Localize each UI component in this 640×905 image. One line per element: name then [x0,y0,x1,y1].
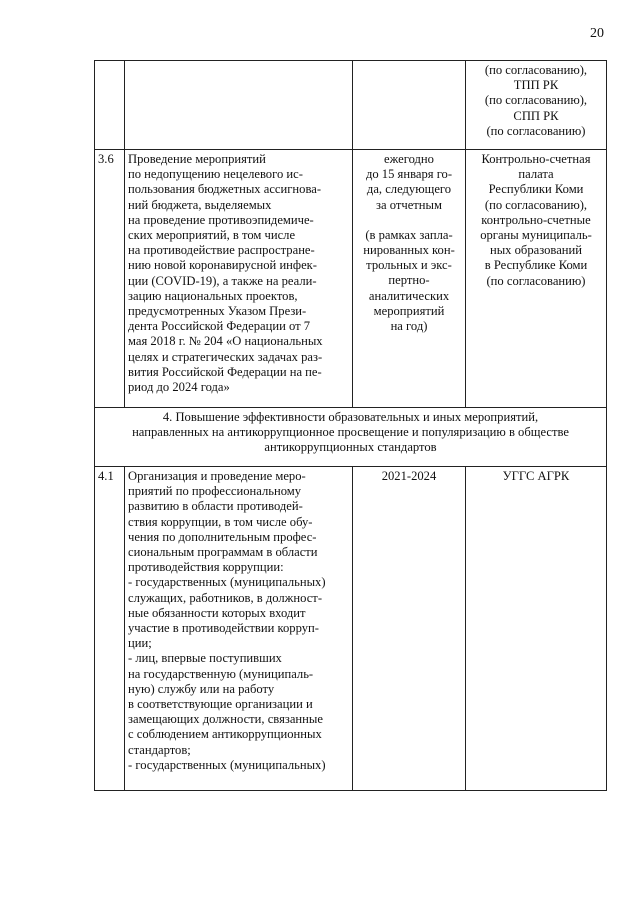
action-line: Организация и проведение меро- [128,469,306,483]
responsible-cell [466,150,607,408]
action-line: целях и стратегических задачах раз- [128,349,323,364]
term-cell [353,61,466,150]
action-line: зацию национальных проектов, [128,288,298,303]
action-line: по недопущению нецелевого ис- [128,167,303,182]
responsible-line: (по согласованию), [484,197,588,212]
term-spacer [356,213,462,228]
responsible-line: Республики Коми [488,182,584,197]
section-heading-line: 4. Повышение эффективности образовательных и иных мероприятий, [162,410,539,424]
responsible-line: палата [518,167,554,182]
table-row-continued [95,61,607,150]
action-line: ний бюджета, выделяемых [128,197,272,212]
action-line: Проведение мероприятий [128,152,266,166]
action-line: риод до 2024 года» [128,380,230,395]
term-line: до 15 января го- [365,167,453,182]
section-heading-line: направленных на антикоррупционное просвещение и популяризацию в обществе [132,425,569,440]
action-line: стандартов; [128,742,191,757]
action-line: в соответствующие организации и [128,697,313,712]
action-line: на государственную (муниципаль- [128,666,314,681]
responsible-line: (по согласованию), [484,93,588,108]
term-note-line: трольных и экс- [366,258,452,273]
responsible-cell: УГГС АГРК [466,467,607,791]
term-cell: 2021-2024 [353,467,466,791]
term-line: да, следующего [366,182,452,197]
responsible-line: (по согласованию), [484,63,588,77]
action-cell [125,467,353,791]
action-line: сиональным программам в области [128,545,318,560]
action-line: приятий по профессиональному [128,484,302,499]
section-header-row [95,408,607,467]
responsible-line: в Республике Коми [484,258,588,273]
responsible-line: ных образований [489,243,583,258]
action-line: - лиц, впервые поступивших [128,651,282,666]
action-line: участие в противодействии корруп- [128,621,319,636]
action-line: ских мероприятий, в том числе [128,228,296,243]
responsible-line: (по согласованию) [486,123,586,138]
action-line: развитию в области противодей- [128,499,303,514]
action-line: ствия коррупции, в том числе обу- [128,514,313,529]
section-4-heading [95,408,607,467]
action-line: ную) службу или на работу [128,681,275,696]
action-line: противодействия коррупции: [128,560,284,575]
action-line: мая 2018 г. № 204 «О национальных [128,334,323,349]
term-line: за отчетным [376,197,442,212]
term-note-line: пертно- [388,273,430,288]
action-line: нию новой коронавирусной инфек- [128,258,317,273]
action-line: с соблюдением антикоррупционных [128,727,322,742]
measures-table [94,60,607,791]
responsible-cell [466,61,607,150]
action-line: вития Российской Федерации на пе- [128,364,322,379]
term-note-line: мероприятий [373,303,445,318]
action-line: ные обязанности которых входит [128,605,306,620]
action-line: ции (COVID-19), а также на реали- [128,273,317,288]
action-line: - государственных (муниципальных) [128,757,326,772]
row-number-cell [95,61,125,150]
term-line: ежегодно [384,152,434,166]
term-cell [353,150,466,408]
responsible-line: контрольно-счетные [481,212,591,227]
page-number: 20 [590,26,604,41]
table-row-3-6 [95,150,607,408]
action-line: предусмотренных Указом Прези- [128,304,307,319]
action-line: служащих, работников, в должност- [128,590,323,605]
action-line: на противодействие распростране- [128,243,315,258]
responsible-line: ТПП РК [513,78,559,93]
term-note-line: на год) [390,319,428,334]
section-heading-line: антикоррупционных стандартов [264,440,437,455]
action-line: - государственных (муниципальных) [128,575,326,590]
action-line: чения по дополнительным профес- [128,529,317,544]
responsible-line: органы муниципаль- [480,228,592,243]
responsible-line: СПП РК [513,108,559,123]
row-number: 3.6 [95,150,125,408]
action-line: дента Российской Федерации от 7 [128,319,311,334]
action-cell [125,61,353,150]
action-line: замещающих должности, связанные [128,712,323,727]
term-note-line: (в рамках запла- [365,227,453,242]
row-number: 4.1 [95,467,125,791]
action-line: пользования бюджетных ассигнова- [128,182,322,197]
responsible-line: (по согласованию) [486,273,586,288]
action-line: ции; [128,636,152,651]
responsible-line: Контрольно-счетная [481,152,591,166]
term-note-line: аналитических [368,288,450,303]
term-note-line: нированных кон- [363,243,455,258]
action-line: на проведение противоэпидемиче- [128,212,314,227]
action-cell [125,150,353,408]
table-row-4-1 [95,467,607,791]
